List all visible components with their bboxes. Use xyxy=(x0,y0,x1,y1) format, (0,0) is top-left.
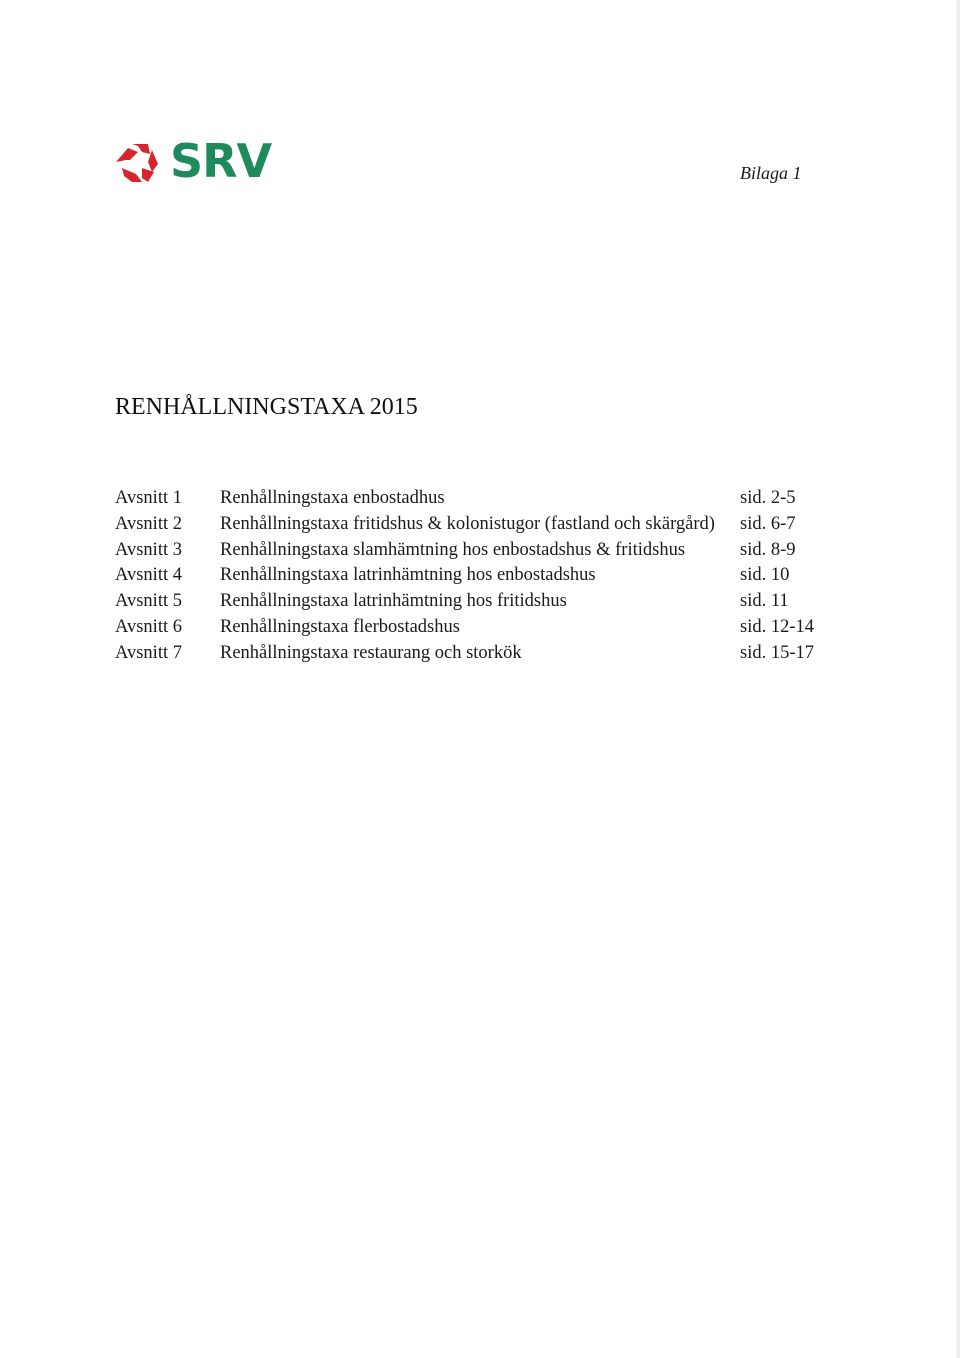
toc-page-range: sid. 2-5 xyxy=(740,488,796,508)
toc-entry-title: Renhållningstaxa fritidshus & kolonistugor (fastland och skärgård) xyxy=(220,513,715,534)
srv-logo xyxy=(112,134,312,188)
toc-page-range: sid. 10 xyxy=(740,565,790,586)
toc-section-label: Avsnitt 5 xyxy=(115,591,182,612)
toc-page-range: sid. 8-9 xyxy=(740,539,796,560)
toc-row xyxy=(115,589,835,615)
toc-section-label: Avsnitt 4 xyxy=(115,565,182,586)
toc-section-label: Avsnitt 1 xyxy=(115,488,182,508)
toc-row xyxy=(115,512,835,538)
toc-entry-title: Renhållningstaxa slamhämtning hos enbostadshus & fritidshus xyxy=(220,539,686,560)
toc-page-range: sid. 15-17 xyxy=(740,642,814,663)
toc-section-label: Avsnitt 7 xyxy=(115,642,182,663)
toc-row xyxy=(115,615,835,641)
page-edge xyxy=(956,0,960,1358)
toc-entry-title: Renhållningstaxa latrinhämtning hos fritidshus xyxy=(220,591,567,612)
toc-entry-title: Renhållningstaxa flerbostadshus xyxy=(220,616,460,637)
table-of-contents xyxy=(115,486,835,667)
toc-row xyxy=(115,538,835,564)
toc-entry-title: Renhållningstaxa enbostadhus xyxy=(220,488,445,508)
appendix-label: Bilaga 1 xyxy=(740,163,802,183)
logo-wordmark: SRV xyxy=(170,134,272,188)
toc-row xyxy=(115,641,835,667)
toc-page-range: sid. 12-14 xyxy=(740,616,814,637)
toc-page-range: sid. 6-7 xyxy=(740,513,796,534)
document-title: RENHÅLLNINGSTAXA 2015 xyxy=(115,394,418,420)
toc-section-label: Avsnitt 6 xyxy=(115,616,182,637)
toc-page-range: sid. 11 xyxy=(740,591,789,612)
toc-entry-title: Renhållningstaxa restaurang och storkök xyxy=(220,642,522,663)
toc-row xyxy=(115,563,835,589)
toc-entry-title: Renhållningstaxa latrinhämtning hos enbostadshus xyxy=(220,565,596,586)
toc-section-label: Avsnitt 3 xyxy=(115,539,182,560)
srv-recycle-mark-icon xyxy=(112,138,172,186)
toc-section-label: Avsnitt 2 xyxy=(115,513,182,534)
toc-row xyxy=(115,486,835,512)
